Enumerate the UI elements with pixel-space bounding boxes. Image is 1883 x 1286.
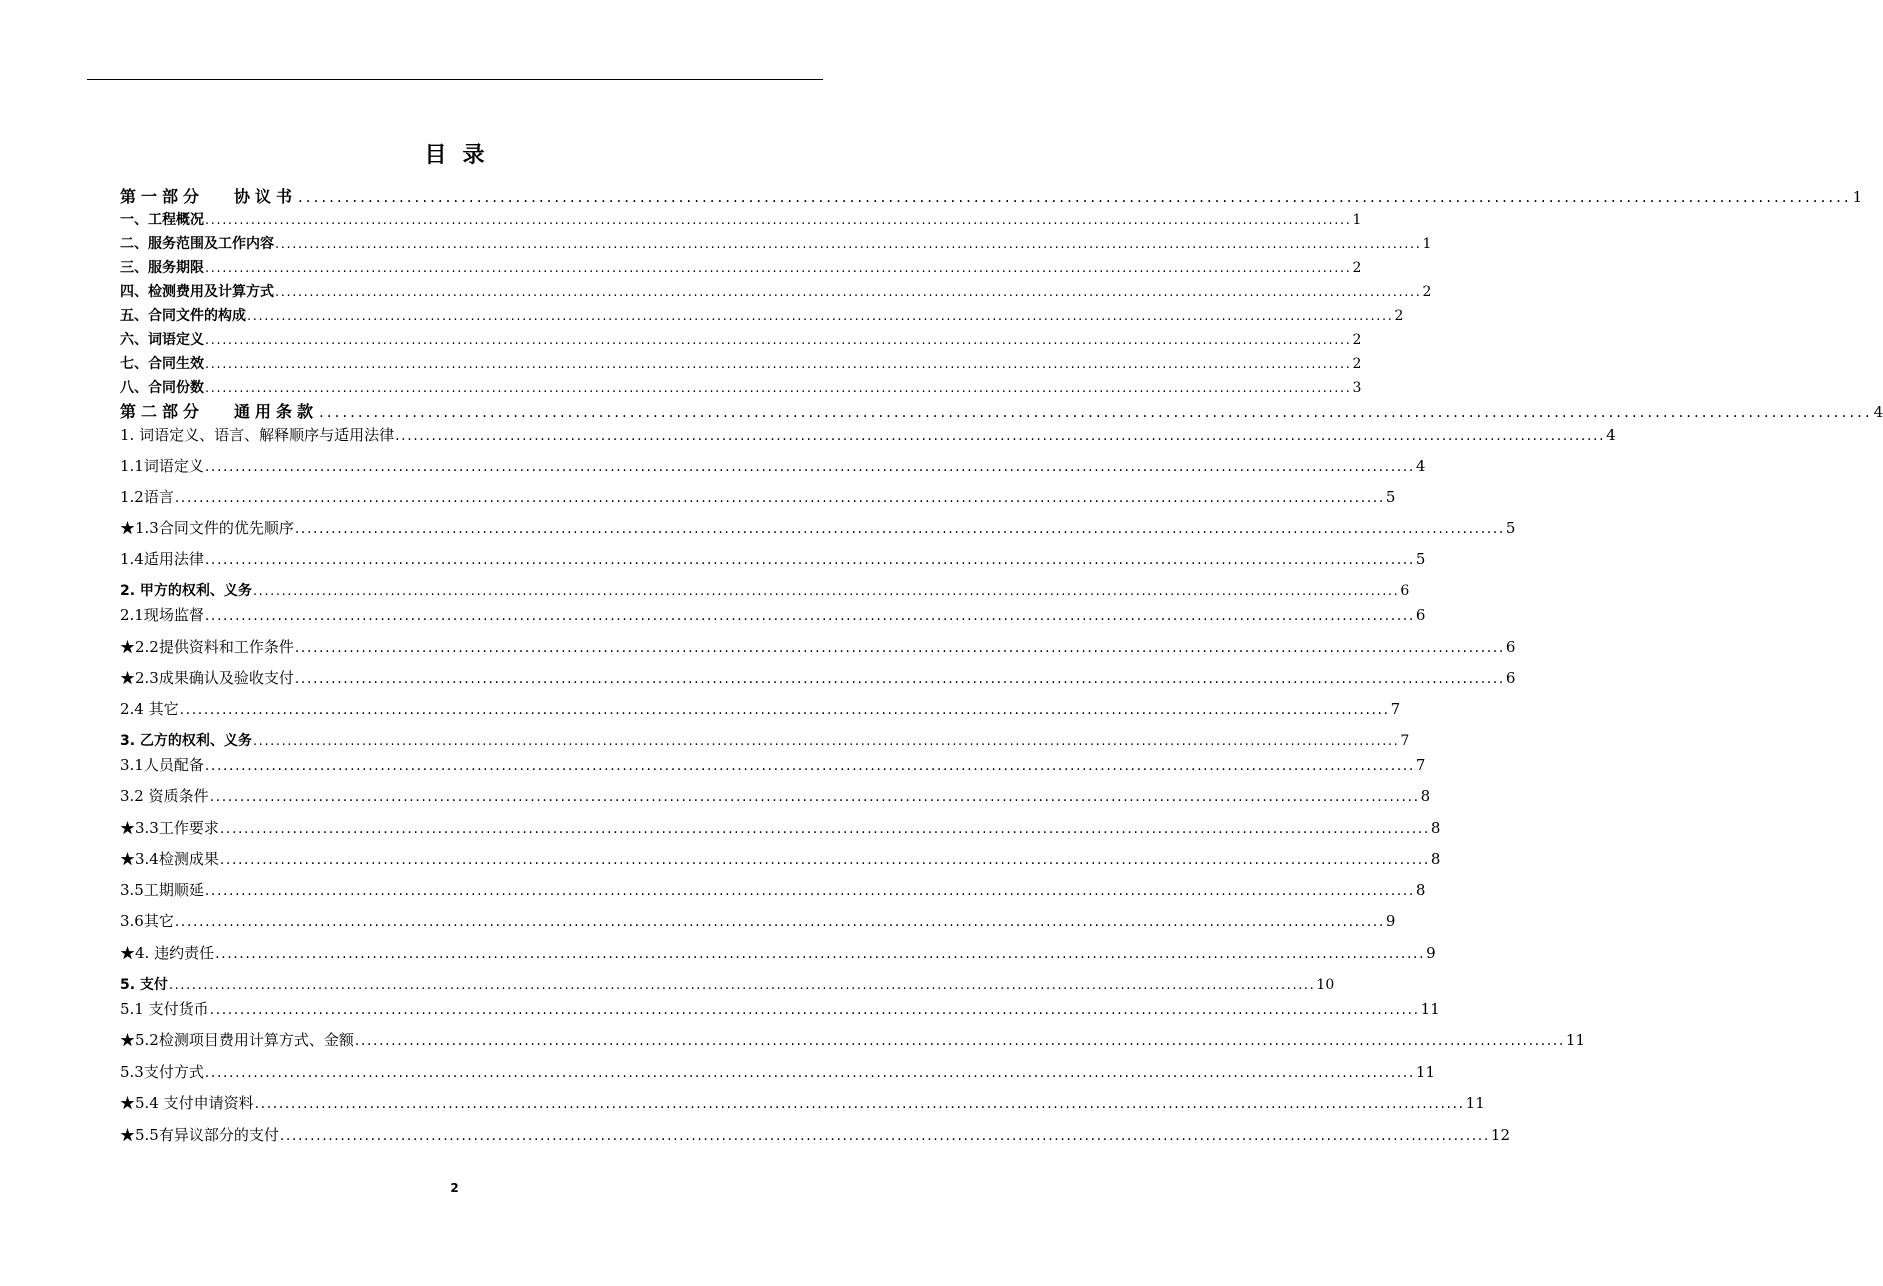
toc-subsection-entry[interactable] xyxy=(120,881,1426,899)
toc-part-name: 通用条款 xyxy=(234,402,319,421)
toc-subsection-entry[interactable] xyxy=(120,638,1516,656)
toc-section-entry[interactable] xyxy=(120,260,1362,276)
toc-page-number: 6 xyxy=(1505,638,1516,656)
toc-subsection-entry[interactable] xyxy=(120,1094,1485,1112)
toc-subsection-entry[interactable] xyxy=(120,912,1396,930)
toc-leader-dots: ........................................................................................................................................................................................................ xyxy=(204,883,1415,899)
toc-entry-label: 1.2语言 xyxy=(120,488,174,506)
toc-page-number: 4 xyxy=(1415,457,1426,475)
toc-subsection-entry[interactable] xyxy=(120,669,1516,687)
toc-page-number: 2 xyxy=(1422,284,1432,300)
toc-title: 目录 xyxy=(424,143,501,168)
toc-leader-dots: ........................................................................................................................................................................................................ xyxy=(247,309,1394,324)
toc-section-entry[interactable] xyxy=(120,236,1432,252)
toc-subsection-entry[interactable] xyxy=(120,488,1396,506)
toc-subsection-entry[interactable] xyxy=(120,1031,1585,1049)
toc-leader-dots: ........................................................................................................................................................................................................ xyxy=(204,1065,1415,1081)
toc-leader-dots: ........................................................................................................................................................................................................ xyxy=(204,608,1415,624)
toc-entry-label: 三、服务期限 xyxy=(120,260,204,276)
toc-section-entry[interactable] xyxy=(120,977,1335,993)
toc-page-number: 3 xyxy=(1352,380,1362,396)
toc-entry-label: 1.4适用法律 xyxy=(120,550,204,568)
toc-entry-label: 七、合同生效 xyxy=(120,356,204,372)
toc-entry-label: 1.1词语定义 xyxy=(120,457,204,475)
toc-part-name: 协议书 xyxy=(234,187,298,206)
toc-page-number: 8 xyxy=(1430,819,1441,837)
toc-entry-label: 五、合同文件的构成 xyxy=(120,308,246,324)
toc-entry-label: ★3.4检测成果 xyxy=(120,850,219,868)
toc-subsection-entry[interactable] xyxy=(120,550,1426,568)
toc-leader-dots: ........................................................................................................................................................................................................ xyxy=(294,521,1505,537)
toc-page-number: 4 xyxy=(1606,426,1616,444)
toc-entry-label: 一、工程概况 xyxy=(120,212,204,228)
toc-leader-dots: ........................................................................................................................................................................................................ xyxy=(275,285,1422,300)
toc-entry-label: 二、服务范围及工作内容 xyxy=(120,236,274,252)
toc-leader-dots: ........................................................................................................................................................................................................ xyxy=(205,357,1352,372)
toc-entry-label: 5.1 支付货币 xyxy=(120,1000,209,1018)
toc-leader-dots: ........................................................................................................................................................................................................ xyxy=(205,381,1352,396)
toc-leader-dots: ........................................................................................................................................................................................................ xyxy=(252,584,1400,599)
toc-part-prefix: 第二部分 xyxy=(120,402,205,421)
toc-section-entry[interactable] xyxy=(120,583,1410,599)
toc-page-number: 5 xyxy=(1385,488,1396,506)
toc-entry-label: ★5.4 支付申请资料 xyxy=(120,1094,254,1112)
toc-section-entry[interactable] xyxy=(120,380,1362,396)
toc-subsection-entry[interactable] xyxy=(120,1000,1440,1018)
toc-leader-dots: ........................................................................................................................................................................................................ xyxy=(209,1002,1420,1018)
toc-page-number: 5 xyxy=(1415,550,1426,568)
toc-leader-dots: ........................................................................................................................................................................................................ xyxy=(174,490,1385,506)
toc-leader-dots: ........................................................................................................................................................................................................ xyxy=(205,333,1352,348)
toc-subsection-entry[interactable] xyxy=(120,1063,1435,1081)
toc-entry-label: ★1.3合同文件的优先顺序 xyxy=(120,519,294,537)
toc-page-number: 4 xyxy=(1873,403,1883,421)
toc-leader-dots: ........................................................................................................................................................................................................ xyxy=(204,758,1415,774)
toc-page-number: 6 xyxy=(1505,669,1516,687)
header-rule xyxy=(87,79,823,80)
toc-page-number: 7 xyxy=(1390,700,1401,718)
toc-section-entry[interactable] xyxy=(120,356,1362,372)
toc-subsection-entry[interactable] xyxy=(120,606,1426,624)
toc-page-number: 5 xyxy=(1505,519,1516,537)
toc-leader-dots: ........................................................................................................................................................................................................ xyxy=(319,403,1873,421)
toc-entry-label: ★5.5有异议部分的支付 xyxy=(120,1126,279,1144)
toc-section-entry[interactable] xyxy=(120,212,1362,228)
toc-entry-label xyxy=(120,404,318,420)
toc-leader-dots: ........................................................................................................................................................................................................ xyxy=(215,946,1426,962)
toc-subsection-entry[interactable] xyxy=(120,426,1616,444)
toc-part-entry[interactable] xyxy=(120,402,1883,421)
toc-subsection-entry[interactable] xyxy=(120,1126,1510,1144)
toc-page-number: 7 xyxy=(1400,733,1410,749)
toc-page-number: 7 xyxy=(1415,756,1426,774)
toc-leader-dots: ........................................................................................................................................................................................................ xyxy=(298,188,1852,206)
toc-page-number: 9 xyxy=(1426,944,1436,962)
toc-entry-label: ★4. 违约责任 xyxy=(120,944,215,962)
toc-leader-dots: ........................................................................................................................................................................................................ xyxy=(219,821,1430,837)
toc-leader-dots: ........................................................................................................................................................................................................ xyxy=(174,914,1385,930)
toc-subsection-entry[interactable] xyxy=(120,787,1431,805)
toc-entry-label: ★2.3成果确认及验收支付 xyxy=(120,669,294,687)
toc-subsection-entry[interactable] xyxy=(120,519,1516,537)
toc-page-number: 10 xyxy=(1316,977,1335,993)
toc-entry-label: 2.1现场监督 xyxy=(120,606,204,624)
toc-subsection-entry[interactable] xyxy=(120,457,1426,475)
toc-leader-dots: ........................................................................................................................................................................................................ xyxy=(179,702,1390,718)
toc-leader-dots: ........................................................................................................................................................................................................ xyxy=(294,671,1505,687)
toc-entry-label: 5. 支付 xyxy=(120,977,168,993)
toc-leader-dots: ........................................................................................................................................................................................................ xyxy=(209,789,1420,805)
toc-entry-label: ★3.3工作要求 xyxy=(120,819,219,837)
toc-page-number: 8 xyxy=(1420,787,1431,805)
page-number: 2 xyxy=(450,1181,459,1195)
toc-page-number: 9 xyxy=(1385,912,1396,930)
toc-page-number: 11 xyxy=(1420,1000,1440,1018)
toc-entry-label: ★2.2提供资料和工作条件 xyxy=(120,638,294,656)
toc-page-number: 12 xyxy=(1490,1126,1510,1144)
toc-subsection-entry[interactable] xyxy=(120,819,1441,837)
toc-entry-label xyxy=(120,189,297,205)
toc-page-number: 2 xyxy=(1352,356,1362,372)
toc-entry-label: 1. 词语定义、语言、解释顺序与适用法律 xyxy=(120,426,395,444)
toc-page-number: 8 xyxy=(1415,881,1426,899)
toc-leader-dots: ........................................................................................................................................................................................................ xyxy=(275,237,1422,252)
toc-entry-label: 3.2 资质条件 xyxy=(120,787,209,805)
toc-entry-label: 3.5工期顺延 xyxy=(120,881,204,899)
toc-section-entry[interactable] xyxy=(120,733,1410,749)
toc-leader-dots: ........................................................................................................................................................................................................ xyxy=(254,1096,1465,1112)
toc-leader-dots: ........................................................................................................................................................................................................ xyxy=(204,552,1415,568)
toc-entry-label: 3. 乙方的权利、义务 xyxy=(120,733,252,749)
toc-entry-label: 2. 甲方的权利、义务 xyxy=(120,583,252,599)
toc-part-entry[interactable] xyxy=(120,187,1863,206)
toc-page-number: 8 xyxy=(1430,850,1441,868)
toc-page-number: 2 xyxy=(1394,308,1404,324)
toc-page-number: 1 xyxy=(1852,188,1863,206)
toc-entry-label: 四、检测费用及计算方式 xyxy=(120,284,274,300)
toc-entry-label: 2.4 其它 xyxy=(120,700,179,718)
toc-leader-dots: ........................................................................................................................................................................................................ xyxy=(294,640,1505,656)
toc-entry-label: 5.3支付方式 xyxy=(120,1063,204,1081)
toc-entry-label: 3.1人员配备 xyxy=(120,756,204,774)
toc-page-number: 6 xyxy=(1400,583,1410,599)
toc-section-entry[interactable] xyxy=(120,332,1362,348)
toc-subsection-entry[interactable] xyxy=(120,850,1441,868)
toc-entry-label: 八、合同份数 xyxy=(120,380,204,396)
toc-page-number: 1 xyxy=(1422,236,1432,252)
toc-leader-dots: ........................................................................................................................................................................................................ xyxy=(205,213,1352,228)
toc-leader-dots: ........................................................................................................................................................................................................ xyxy=(204,459,1415,475)
toc-page-number: 11 xyxy=(1415,1063,1435,1081)
toc-subsection-entry[interactable] xyxy=(120,756,1426,774)
toc-entry-label: ★5.2检测项目费用计算方式、金额 xyxy=(120,1031,354,1049)
toc-page-number: 1 xyxy=(1352,212,1362,228)
toc-part-prefix: 第一部分 xyxy=(120,187,205,206)
toc-leader-dots: ........................................................................................................................................................................................................ xyxy=(219,852,1430,868)
toc-leader-dots: ........................................................................................................................................................................................................ xyxy=(354,1033,1565,1049)
toc-leader-dots: ........................................................................................................................................................................................................ xyxy=(168,978,1316,993)
toc-section-entry[interactable] xyxy=(120,284,1432,300)
toc-page-number: 2 xyxy=(1352,260,1362,276)
toc-page-number: 6 xyxy=(1415,606,1426,624)
toc-leader-dots: ........................................................................................................................................................................................................ xyxy=(205,261,1352,276)
toc-page-number: 11 xyxy=(1465,1094,1485,1112)
toc-subsection-entry[interactable] xyxy=(120,700,1401,718)
toc-page-number: 11 xyxy=(1565,1031,1585,1049)
toc-section-entry[interactable] xyxy=(120,308,1404,324)
toc-entry-label: 六、词语定义 xyxy=(120,332,204,348)
toc-page-number: 2 xyxy=(1352,332,1362,348)
toc-entry-label: 3.6其它 xyxy=(120,912,174,930)
toc-subsection-entry[interactable] xyxy=(120,944,1436,962)
toc-leader-dots: ........................................................................................................................................................................................................ xyxy=(279,1128,1490,1144)
toc-leader-dots: ........................................................................................................................................................................................................ xyxy=(252,734,1400,749)
toc-leader-dots: ........................................................................................................................................................................................................ xyxy=(395,428,1606,444)
